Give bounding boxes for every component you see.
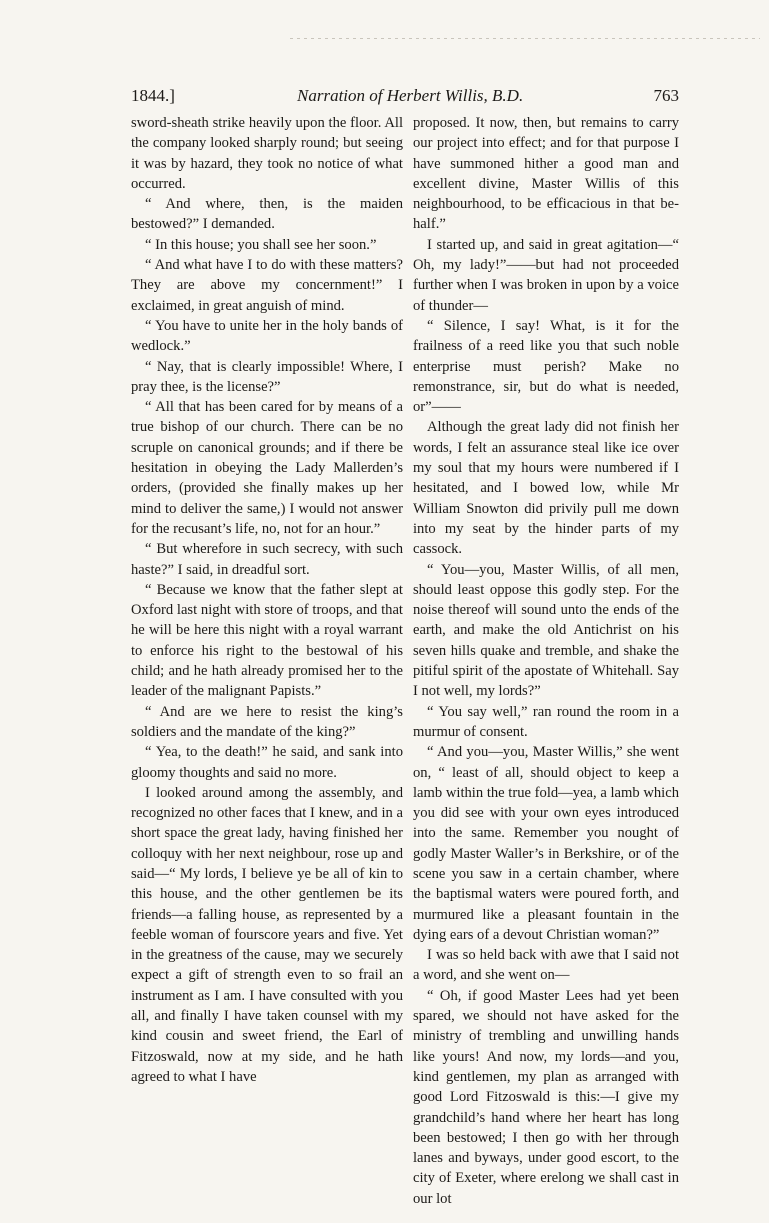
paragraph: “ And are we here to resist the king’s soldiers and the mandate of the king?” <box>131 703 403 740</box>
paragraph: “ But wherefore in such secrecy, with such haste?” I said, in dreadful sort. <box>131 541 403 578</box>
paragraph: proposed. It now, then, but remains to carry our project into effect; and for that purpose I have summoned hither a good man and excellent divine, Master Willis of this neighbourhood, to be efficacious in that behalf.” <box>413 115 679 233</box>
paragraph: I was so held back with awe that I said not a word, and she went on— <box>413 947 679 984</box>
right-column <box>413 113 679 1209</box>
paragraph: “ You have to unite her in the holy bands of wedlock.” <box>131 317 403 355</box>
header-year: 1844.] <box>131 86 175 105</box>
paragraph: I started up, and said in great agitation—“ Oh, my lady!”——but had not proceeded further when I was broken in upon by a voice of thunder— <box>413 236 679 314</box>
paragraph: sword-sheath strike heavily upon the floor. All the company looked sharply round; but seeing it was by hazard, they took no notice of what occurred. <box>131 115 403 192</box>
paragraph: “ Yea, to the death!” he said, and sank into gloomy thoughts and said no more. <box>131 744 403 781</box>
paragraph: “ Oh, if good Master Lees had yet been spared, we should not have asked for the ministry of trembling and unwilling hands like yours! And now, my lords—and you, kind gentlemen, my plan as arranged with good Lord Fitzoswald is this:—I give my grandchild’s hand where her heart has long been bestowed; I then go with her through lanes and byways, under good escort, to the city of Exeter, where erelong we shall cast in our lot <box>413 987 679 1207</box>
page-number: 763 <box>653 86 679 105</box>
header-title: Narration of Herbert Willis, B.D. <box>297 86 524 105</box>
paragraph: “ Silence, I say! What, is it for the frailness of a reed like you that such noble enterprise must perish? Make no remonstrance, sir, but do what is needed, or”—— <box>413 317 679 416</box>
left-column <box>131 113 403 1087</box>
paragraph: “ All that has been cared for by means of a true bishop of our church. There can be no scruple on canonical grounds; and if there be hesitation in obeying the Lady Mallerden’s orders, (provided she finally makes up her mind to deliver the same,) I would not answer for the recusant’s life, no, not for an hour.” <box>131 399 403 537</box>
paragraph: Although the great lady did not finish her words, I felt an assurance steal like ice over my soul that my hours were numbered if I hesitated, and I bowed low, while Mr William Snowton did privily pull me down into my seat by the hinder parts of my cassock. <box>413 419 679 558</box>
running-header <box>131 86 679 110</box>
paragraph: “ You say well,” ran round the room in a murmur of consent. <box>413 703 679 740</box>
paragraph: “ Because we know that the father slept at Oxford last night with store of troops, and that he will be here this night with a royal warrant to enforce his right to the bestowal of his child; and he hath already promised her to the leader of the malignant Papists.” <box>131 581 403 700</box>
paragraph: “ And you—you, Master Willis,” she went on, “ least of all, should object to keep a lamb within the true fold—yea, a lamb which you did see with your own eyes introduced into the same. Remember you nought of godly Master Waller’s in Berkshire, or of the scene you saw in a certain chamber, where the baptismal waters were poured forth, and murmured like a pleasant fountain in the dying ears of a devout Christian woman?” <box>413 744 679 943</box>
paragraph: I looked around among the assembly, and recognized no other faces that I knew, and in a short space the great lady, having finished her colloquy with her next neighbour, rose up and said—“ My lords, I believe ye be all of kin to this house, and the other gentlemen be its friends—a falling house, as represented by a feeble woman of fourscore years and five. Yet in the greatness of the cause, may we securely expect a gift of strength even to so frail an instrument as I am. I have consulted with you all, and finally I have taken counsel with my kind cousin and sweet friend, the Earl of Fitzoswald, now at my side, and he hath agreed to what I have <box>131 784 403 1085</box>
paragraph: “ And where, then, is the maiden bestowed?” I demanded. <box>131 196 403 233</box>
scan-artifact-line <box>290 38 760 39</box>
paragraph: “ You—you, Master Willis, of all men, should least oppose this godly step. For the noise thereof will sound unto the ends of the earth, and make the old Antichrist on his seven hills quake and tremble, and shake the pitiful spirit of the apostate of Whitehall. Say I not well, my lords?” <box>413 561 679 700</box>
paragraph: “ In this house; you shall see her soon.” <box>145 236 377 253</box>
paragraph: “ And what have I to do with these matters? They are above my concernment!” I exclaimed, in great anguish of mind. <box>131 257 403 314</box>
paragraph: “ Nay, that is clearly impossible! Where, I pray thee, is the license?” <box>131 358 403 395</box>
